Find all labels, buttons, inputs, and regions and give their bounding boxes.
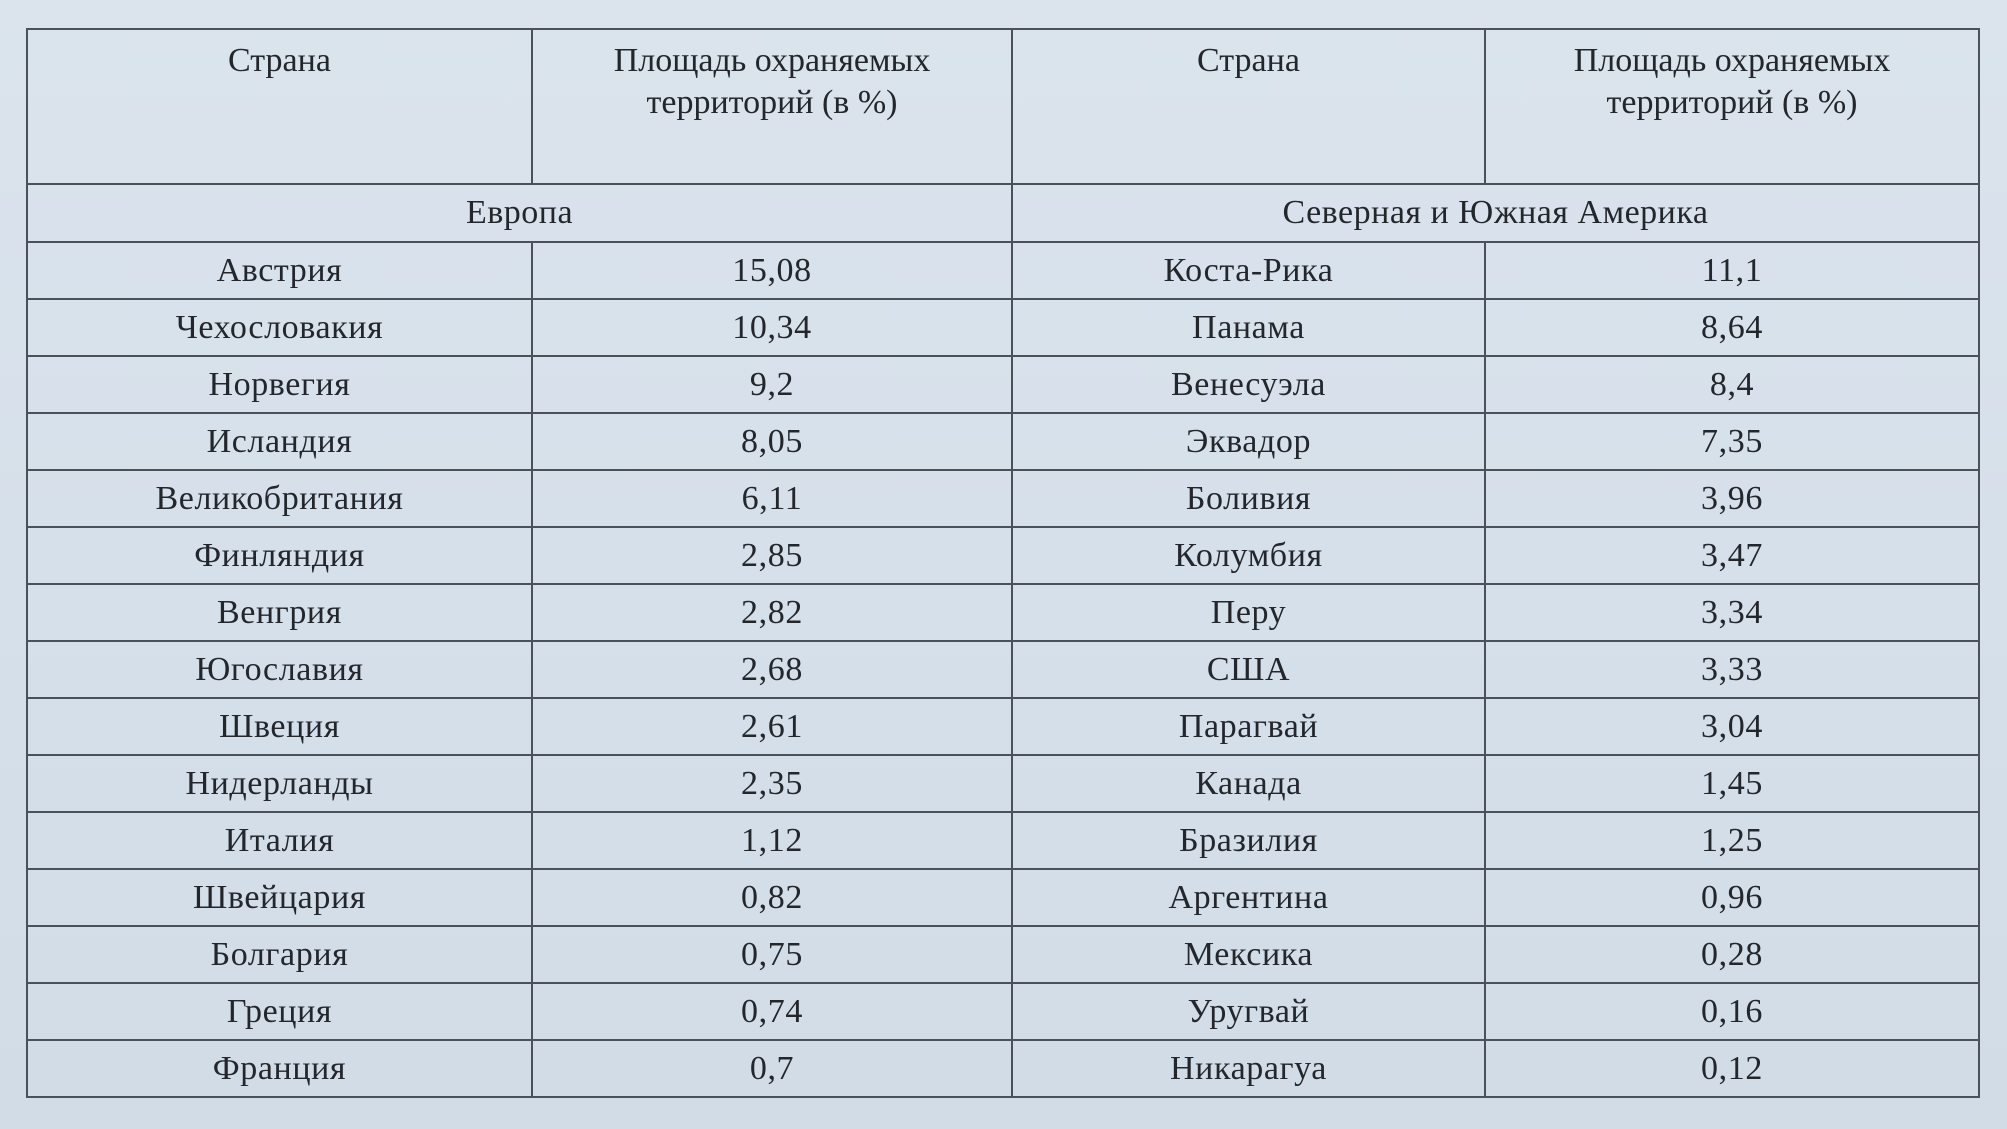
left-country-cell: Болгария xyxy=(27,926,532,983)
left-value-cell: 6,11 xyxy=(532,470,1012,527)
right-value-cell: 1,45 xyxy=(1485,755,1979,812)
left-country-cell: Греция xyxy=(27,983,532,1040)
table-row xyxy=(27,812,1979,869)
left-value-cell: 0,75 xyxy=(532,926,1012,983)
left-value-cell: 0,7 xyxy=(532,1040,1012,1097)
header-country-left: Страна xyxy=(27,29,532,184)
left-country-cell: Исландия xyxy=(27,413,532,470)
left-value-cell: 2,68 xyxy=(532,641,1012,698)
region-europe: Европа xyxy=(27,184,1012,242)
region-americas: Северная и Южная Америка xyxy=(1012,184,1979,242)
table-header-row xyxy=(27,29,1979,184)
right-country-cell: Коста-Рика xyxy=(1012,242,1485,299)
table-row xyxy=(27,641,1979,698)
left-value-cell: 10,34 xyxy=(532,299,1012,356)
table-row xyxy=(27,698,1979,755)
right-country-cell: Колумбия xyxy=(1012,527,1485,584)
right-country-cell: США xyxy=(1012,641,1485,698)
right-value-cell: 1,25 xyxy=(1485,812,1979,869)
right-value-cell: 7,35 xyxy=(1485,413,1979,470)
right-value-cell: 3,96 xyxy=(1485,470,1979,527)
table-row xyxy=(27,413,1979,470)
table-row xyxy=(27,527,1979,584)
right-country-cell: Бразилия xyxy=(1012,812,1485,869)
left-value-cell: 15,08 xyxy=(532,242,1012,299)
table-row xyxy=(27,983,1979,1040)
table-body xyxy=(27,184,1979,1097)
left-country-cell: Австрия xyxy=(27,242,532,299)
right-value-cell: 0,12 xyxy=(1485,1040,1979,1097)
right-value-cell: 8,4 xyxy=(1485,356,1979,413)
right-country-cell: Аргентина xyxy=(1012,869,1485,926)
right-country-cell: Эквадор xyxy=(1012,413,1485,470)
header-area-right: Площадь охраняемых территорий (в %) xyxy=(1485,29,1979,184)
left-value-cell: 2,82 xyxy=(532,584,1012,641)
left-country-cell: Италия xyxy=(27,812,532,869)
left-country-cell: Чехословакия xyxy=(27,299,532,356)
table-row xyxy=(27,242,1979,299)
right-value-cell: 11,1 xyxy=(1485,242,1979,299)
header-country-right: Страна xyxy=(1012,29,1485,184)
left-country-cell: Швейцария xyxy=(27,869,532,926)
left-country-cell: Югославия xyxy=(27,641,532,698)
right-value-cell: 3,34 xyxy=(1485,584,1979,641)
left-country-cell: Венгрия xyxy=(27,584,532,641)
right-country-cell: Боливия xyxy=(1012,470,1485,527)
left-country-cell: Нидерланды xyxy=(27,755,532,812)
table-row xyxy=(27,299,1979,356)
right-country-cell: Уругвай xyxy=(1012,983,1485,1040)
right-country-cell: Парагвай xyxy=(1012,698,1485,755)
left-value-cell: 2,61 xyxy=(532,698,1012,755)
table-row xyxy=(27,584,1979,641)
left-value-cell: 1,12 xyxy=(532,812,1012,869)
protected-areas-table xyxy=(26,28,1980,1098)
left-value-cell: 9,2 xyxy=(532,356,1012,413)
right-value-cell: 8,64 xyxy=(1485,299,1979,356)
right-value-cell: 0,16 xyxy=(1485,983,1979,1040)
left-value-cell: 0,82 xyxy=(532,869,1012,926)
right-value-cell: 3,33 xyxy=(1485,641,1979,698)
left-country-cell: Франция xyxy=(27,1040,532,1097)
left-country-cell: Финляндия xyxy=(27,527,532,584)
left-country-cell: Швеция xyxy=(27,698,532,755)
left-value-cell: 2,35 xyxy=(532,755,1012,812)
left-value-cell: 0,74 xyxy=(532,983,1012,1040)
right-value-cell: 0,96 xyxy=(1485,869,1979,926)
right-country-cell: Никарагуа xyxy=(1012,1040,1485,1097)
table-row xyxy=(27,1040,1979,1097)
right-value-cell: 0,28 xyxy=(1485,926,1979,983)
region-row xyxy=(27,184,1979,242)
left-value-cell: 2,85 xyxy=(532,527,1012,584)
table-row xyxy=(27,356,1979,413)
right-country-cell: Венесуэла xyxy=(1012,356,1485,413)
table-row xyxy=(27,869,1979,926)
left-value-cell: 8,05 xyxy=(532,413,1012,470)
right-value-cell: 3,04 xyxy=(1485,698,1979,755)
table-row xyxy=(27,755,1979,812)
table-row xyxy=(27,926,1979,983)
right-value-cell: 3,47 xyxy=(1485,527,1979,584)
left-country-cell: Великобритания xyxy=(27,470,532,527)
right-country-cell: Мексика xyxy=(1012,926,1485,983)
right-country-cell: Панама xyxy=(1012,299,1485,356)
table-row xyxy=(27,470,1979,527)
header-area-left: Площадь охраняемых территорий (в %) xyxy=(532,29,1012,184)
left-country-cell: Норвегия xyxy=(27,356,532,413)
right-country-cell: Перу xyxy=(1012,584,1485,641)
right-country-cell: Канада xyxy=(1012,755,1485,812)
